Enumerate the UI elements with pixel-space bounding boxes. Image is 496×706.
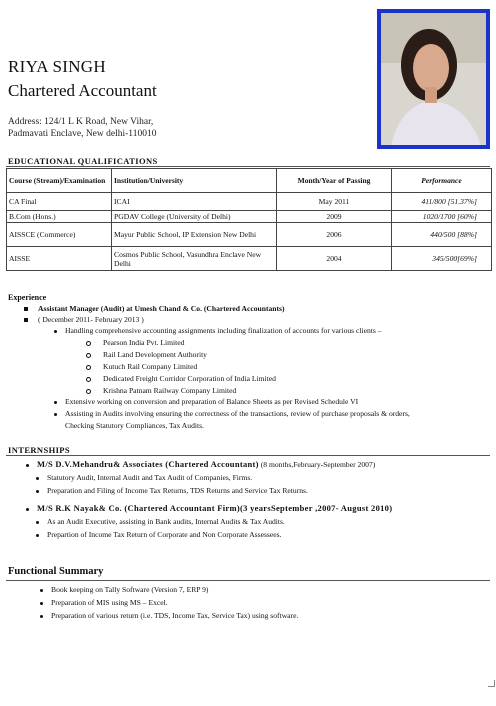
circle-bullet-icon xyxy=(86,377,91,382)
education-heading: EDUCATIONAL QUALIFICATIONS xyxy=(8,156,158,166)
internship-firm: M/S D.V.Mehandru& Associates (Chartered Accountant) (8 months,February-September 2007) xyxy=(26,459,375,470)
bullet-icon xyxy=(40,615,43,618)
candidate-name: RIYA SINGH xyxy=(8,57,106,76)
table-row xyxy=(7,211,492,223)
address-line-2: Padmavati Enclave, New delhi-110010 xyxy=(8,129,157,139)
circle-bullet-icon xyxy=(86,365,91,370)
institution-cell: Mayur Public School, IP Extension New Delhi xyxy=(112,223,277,247)
table-row xyxy=(7,193,492,211)
portrait-image xyxy=(381,13,486,145)
divider xyxy=(6,455,490,456)
experience-task-continued: Checking Statutory Compliances, Tax Audits. xyxy=(65,421,204,430)
institution-cell: Cosmos Public School, Vasundhra Enclave New Delhi xyxy=(112,247,277,271)
col-course: Course (Stream)/Examination xyxy=(7,169,112,193)
functional-summary-heading: Functional Summary xyxy=(8,566,104,577)
institution-cell: ICAI xyxy=(112,193,277,211)
institution-cell: PGDAV College (University of Delhi) xyxy=(112,211,277,223)
client-item: Krishna Patnam Railway Company Limited xyxy=(86,386,236,396)
summary-item: Book keeping on Tally Software (Version 7, ERP 9) xyxy=(40,585,208,595)
performance-cell: 345/500[69%] xyxy=(392,247,492,271)
table-row xyxy=(7,223,492,247)
experience-period: ( December 2011- February 2013 ) xyxy=(24,315,144,325)
bullet-icon xyxy=(54,401,57,404)
circle-bullet-icon xyxy=(86,353,91,358)
bullet-icon xyxy=(36,534,39,537)
education-table xyxy=(6,168,492,271)
client-item: Rail Land Development Authority xyxy=(86,350,207,360)
experience-task: Assisting in Audits involving ensuring the correctness of the transactions, review of purchase proposals & orders, xyxy=(54,409,490,419)
job-title: Chartered Accountant xyxy=(8,81,157,100)
client-item: Kutuch Rail Company Limited xyxy=(86,362,197,372)
experience-role: Assistant Manager (Audit) at Umesh Chand & Co. (Chartered Accountants) xyxy=(24,304,285,314)
profile-photo xyxy=(377,9,490,149)
table-header-row xyxy=(7,169,492,193)
bullet-icon xyxy=(26,464,29,467)
address xyxy=(8,116,156,140)
bullet-icon xyxy=(26,508,29,511)
internships-heading: INTERNSHIPS xyxy=(8,445,71,455)
client-item: Dedicated Freight Corridor Corporation of India Limited xyxy=(86,374,276,384)
internship-task: As an Audit Executive, assisting in Bank audits, Internal Audits & Tax Audits. xyxy=(36,517,285,527)
col-institution: Institution/University xyxy=(112,169,277,193)
summary-item: Preparation of MIS using MS – Excel. xyxy=(40,598,168,608)
experience-heading: Experience xyxy=(8,293,47,302)
col-year: Month/Year of Passing xyxy=(277,169,392,193)
square-bullet-icon xyxy=(24,307,28,311)
year-cell: 2006 xyxy=(277,223,392,247)
circle-bullet-icon xyxy=(86,389,91,394)
course-cell: B.Com (Hons.) xyxy=(7,211,112,223)
internship-task: Preparation and Filing of Income Tax Returns, TDS Returns and Service Tax Returns. xyxy=(36,486,308,496)
experience-task: Extensive working on conversion and preparation of Balance Sheets as per Revised Schedule VI xyxy=(54,397,358,407)
bullet-icon xyxy=(36,490,39,493)
internship-task: Prepartion of Income Tax Return of Corporate and Non Corporate Assessees. xyxy=(36,530,281,540)
internship-task: Statutory Audit, Internal Audit and Tax Audit of Companies, Firms. xyxy=(36,473,252,483)
table-row xyxy=(7,247,492,271)
year-cell: 2009 xyxy=(277,211,392,223)
bullet-icon xyxy=(36,521,39,524)
address-line-1: Address: 124/1 L K Road, New Vihar, xyxy=(8,117,154,127)
internship-firm: M/S R.K Nayak& Co. (Chartered Accountant Firm)(3 yearsSeptember ,2007- August 2010) xyxy=(26,503,392,514)
year-cell: May 2011 xyxy=(277,193,392,211)
performance-cell: 440/500 [88%] xyxy=(392,223,492,247)
bullet-icon xyxy=(36,477,39,480)
performance-cell: 411/800 [51.37%] xyxy=(392,193,492,211)
bullet-icon xyxy=(40,602,43,605)
client-item: Pearson India Pvt. Limited xyxy=(86,338,184,348)
bullet-icon xyxy=(54,330,57,333)
performance-cell: 1020/1700 [60%] xyxy=(392,211,492,223)
col-performance: Performance xyxy=(392,169,492,193)
year-cell: 2004 xyxy=(277,247,392,271)
experience-task: Handling comprehensive accounting assignments including finalization of accounts for various clients – xyxy=(54,326,382,336)
summary-item: Preparation of various return (i.e. TDS, Income Tax, Service Tax) using software. xyxy=(40,611,298,621)
course-cell: AISSE xyxy=(7,247,112,271)
circle-bullet-icon xyxy=(86,341,91,346)
divider xyxy=(6,580,490,581)
course-cell: AISSCE (Commerce) xyxy=(7,223,112,247)
bullet-icon xyxy=(40,589,43,592)
course-cell: CA Final xyxy=(7,193,112,211)
square-bullet-icon xyxy=(24,318,28,322)
resize-corner-icon xyxy=(488,680,495,687)
bullet-icon xyxy=(54,413,57,416)
divider xyxy=(6,166,490,167)
